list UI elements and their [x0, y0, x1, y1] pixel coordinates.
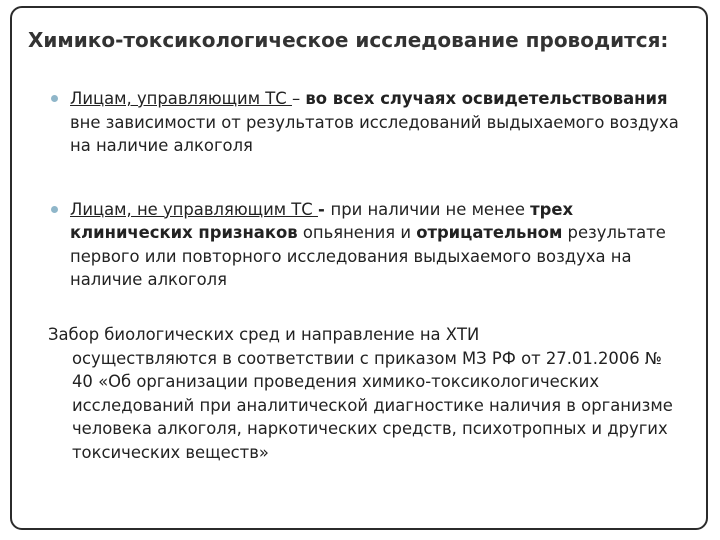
- footer-body: осуществляются в соответствии с приказом МЗ РФ от 27.01.2006 № 40 «Об организации проведения химико-токсикологических исследований при аналитической диагностике наличия в организме человека алкоголя, наркотических средств, психотропных и других токсических веществ»: [72, 348, 673, 462]
- bullet-emphasis: во всех случаях освидетельствования: [305, 89, 668, 108]
- bullet-dash: –: [291, 89, 306, 108]
- bullet-lead: Лицам, не управляющим ТС: [70, 199, 318, 219]
- bullet-dot-icon: [51, 206, 58, 213]
- slide-title: Химико-токсикологическое исследование проводится:: [28, 28, 669, 52]
- bullet-text: опьянения и: [297, 223, 417, 242]
- bullet-item-drivers: [50, 87, 680, 158]
- bullet-text: при наличии не менее: [330, 199, 531, 219]
- bullet-lead: Лицам, управляющим ТС: [70, 89, 292, 108]
- footer-first-line: Забор биологических сред и направление на ХТИ: [48, 325, 480, 344]
- bullet-item-non-drivers: [50, 198, 680, 292]
- bullet-emphasis: трех клинических признаков: [70, 199, 574, 242]
- footer-paragraph: [48, 323, 688, 464]
- bullet-rest: результате первого или повторного исследования выдыхаемого воздуха на наличие алкоголя: [70, 223, 666, 289]
- bullet-dash: -: [317, 199, 331, 219]
- bullet-dot-icon: [51, 95, 58, 102]
- bullet-emphasis: отрицательном: [416, 223, 563, 242]
- bullet-rest: вне зависимости от результатов исследований выдыхаемого воздуха на наличие алкоголя: [70, 112, 679, 155]
- bullet-list: [50, 87, 680, 292]
